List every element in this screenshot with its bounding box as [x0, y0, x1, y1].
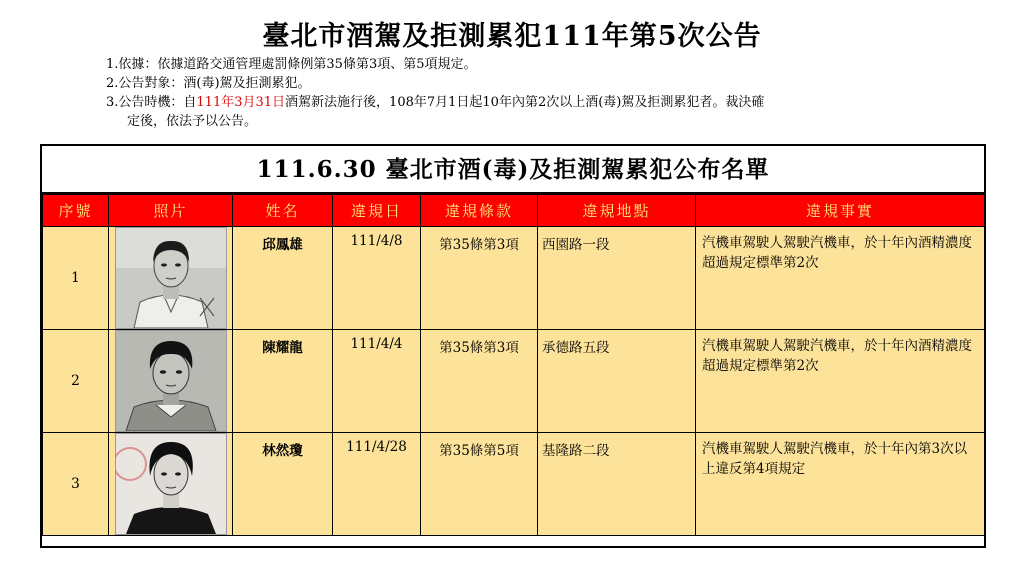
note-basis: 1.依據：依據道路交通管理處罰條例第35條第3項、第5項規定。	[106, 57, 477, 72]
row-location: 西園路一段	[538, 227, 696, 330]
header-location: 違規地點	[538, 195, 696, 227]
header-fact: 違規事實	[696, 195, 985, 227]
row-date: 111/4/8	[333, 227, 421, 330]
row-index: 3	[43, 433, 109, 536]
table-row	[43, 227, 985, 330]
header-date: 違規日	[333, 195, 421, 227]
header-name: 姓名	[233, 195, 333, 227]
row-fact: 汽機車駕駛人駕駛汽機車，於十年內第3次以上違反第4項規定	[696, 433, 985, 536]
mugshot-photo	[115, 330, 227, 432]
row-clause: 第35條第3項	[421, 227, 538, 330]
row-name: 陳耀龍	[233, 330, 333, 433]
row-location: 承德路五段	[538, 330, 696, 433]
announcement-notes	[106, 55, 946, 131]
note-timing-cont: 定後，依法予以公告。	[127, 114, 258, 129]
offender-table	[42, 194, 985, 536]
row-photo-cell	[109, 227, 233, 330]
note-timing-suffix: 酒駕新法施行後，108年7月1日起10年內第2次以上酒(毒)駕及拒測累犯者。裁決確	[285, 95, 765, 110]
table-row	[43, 433, 985, 536]
row-date: 111/4/4	[333, 330, 421, 433]
row-location: 基隆路二段	[538, 433, 696, 536]
table-header-row	[43, 195, 985, 227]
row-clause: 第35條第5項	[421, 433, 538, 536]
row-photo-cell	[109, 433, 233, 536]
mugshot-photo	[115, 433, 227, 535]
note-target: 2.公告對象：酒(毒)駕及拒測累犯。	[106, 76, 311, 91]
header-photo: 照片	[109, 195, 233, 227]
page-title: 臺北市酒駕及拒測累犯111年第5次公告	[262, 21, 762, 52]
offender-list-table	[40, 144, 986, 548]
row-index: 2	[43, 330, 109, 433]
mugshot-photo	[115, 227, 227, 329]
row-date: 111/4/28	[333, 433, 421, 536]
row-fact: 汽機車駕駛人駕駛汽機車，於十年內酒精濃度超過規定標準第2次	[696, 227, 985, 330]
row-photo-cell	[109, 330, 233, 433]
header-index: 序號	[43, 195, 109, 227]
note-timing-date: 111年3月31日	[196, 95, 286, 110]
note-timing	[106, 93, 946, 131]
table-title: 111.6.30 臺北市酒(毒)及拒測駕累犯公布名單	[42, 146, 984, 194]
table-row	[43, 330, 985, 433]
row-name: 林然瓊	[233, 433, 333, 536]
row-clause: 第35條第3項	[421, 330, 538, 433]
row-fact: 汽機車駕駛人駕駛汽機車，於十年內酒精濃度超過規定標準第2次	[696, 330, 985, 433]
row-index: 1	[43, 227, 109, 330]
header-clause: 違規條款	[421, 195, 538, 227]
note-timing-prefix: 3.公告時機：自	[106, 95, 197, 110]
row-name: 邱鳳雄	[233, 227, 333, 330]
